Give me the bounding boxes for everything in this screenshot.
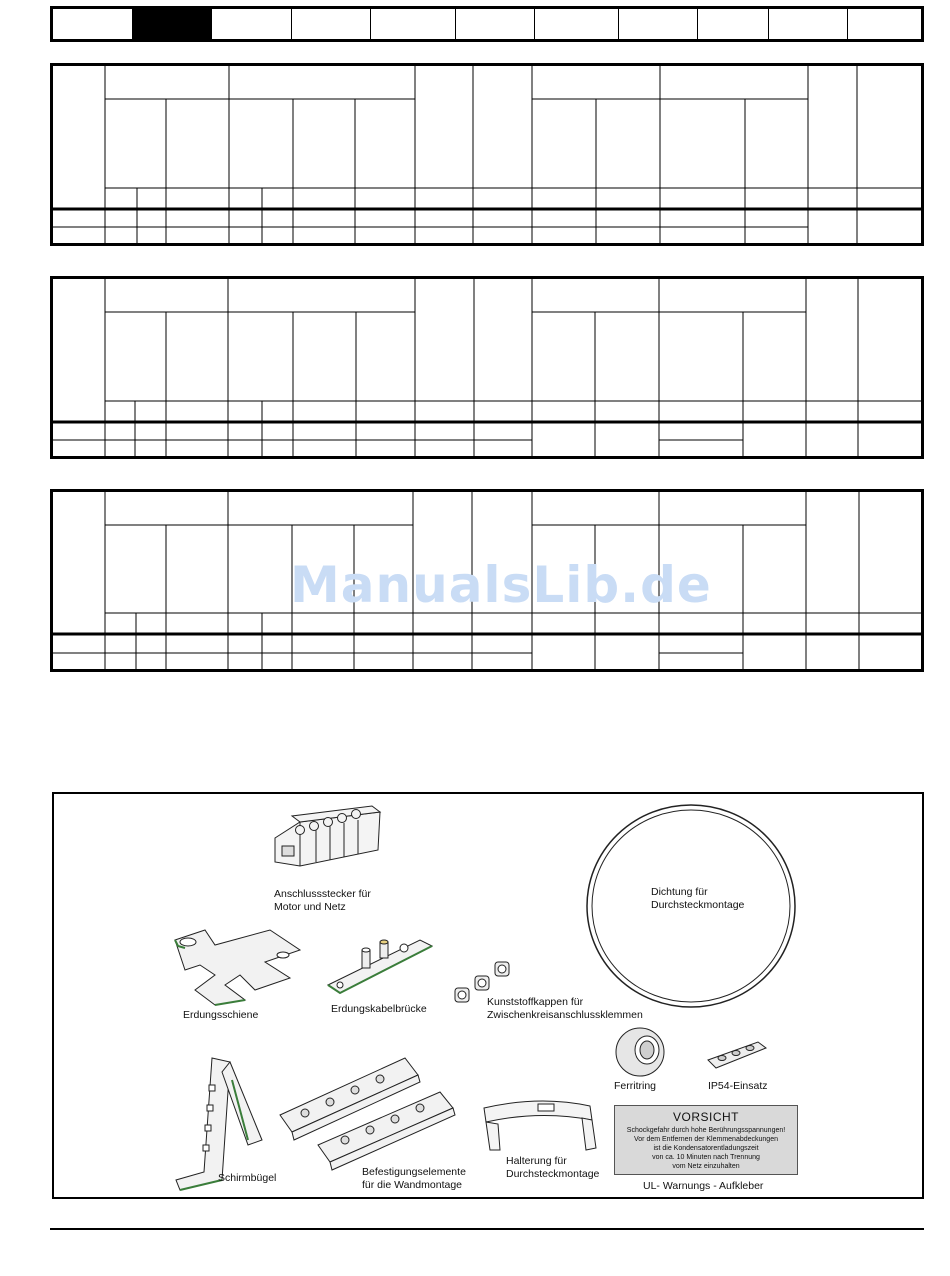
- watermark-text: ManualsLib.de: [290, 556, 712, 614]
- caps-label-line-2: Zwischenkreisanschlussklemmen: [487, 1008, 643, 1021]
- ip54-insert-icon: [708, 1042, 766, 1068]
- warning-body: [615, 1126, 797, 1171]
- wallmount-label-line-1: Befestigungselemente: [362, 1166, 466, 1178]
- wallmount-label-line-2: für die Wandmontage: [362, 1178, 463, 1191]
- connector-label-line-2: Motor und Netz: [274, 900, 346, 913]
- warning-line-2: Vor dem Entfernen der Klemmenabdeckungen: [634, 1136, 778, 1143]
- bracket-label-line-2: Durchsteckmontage: [506, 1167, 600, 1180]
- connector-label-line-1: Anschlussstecker für: [274, 888, 371, 900]
- through-panel-bracket-icon: [484, 1101, 596, 1150]
- ul-warning-sticker: [614, 1105, 798, 1175]
- bracket-label: [506, 1155, 599, 1180]
- ferrite-ring-icon: [616, 1028, 664, 1076]
- ferrite-label: Ferritring: [614, 1080, 657, 1092]
- gasket-label: [651, 886, 744, 911]
- bracket-label-line-1: Halterung für: [506, 1155, 567, 1167]
- earth-bar-icon: [175, 930, 300, 1005]
- earth-cable-bridge-icon: [328, 940, 432, 993]
- terminal-connector-icon: [275, 806, 380, 866]
- ul-label: UL- Warnungs - Aufkleber: [643, 1180, 764, 1192]
- connector-label: [274, 888, 371, 913]
- warning-line-5: vom Netz einzuhalten: [672, 1163, 740, 1170]
- ip54-label: IP54-Einsatz: [708, 1080, 768, 1092]
- wallmount-label: [362, 1166, 466, 1191]
- shield-label: Schirmbügel: [218, 1172, 277, 1184]
- shield-bracket-icon: [176, 1058, 262, 1190]
- warning-line-1: Schockgefahr durch hohe Berührungsspannungen!: [626, 1127, 786, 1134]
- gasket-label-line-1: Dichtung für: [651, 886, 708, 898]
- warning-title: VORSICHT: [672, 1110, 739, 1124]
- earth-bar-label: Erdungsschiene: [183, 1009, 259, 1021]
- caps-label: [487, 996, 643, 1021]
- earth-bridge-label: Erdungskabelbrücke: [331, 1003, 427, 1015]
- gasket-label-line-2: Durchsteckmontage: [651, 898, 745, 911]
- footer-rule: [50, 1228, 924, 1230]
- caps-label-line-1: Kunststoffkappen für: [487, 996, 584, 1008]
- warning-line-4: von ca. 10 Minuten nach Trennung: [652, 1154, 760, 1161]
- warning-line-3: ist die Kondensatorentladungszeit: [653, 1145, 759, 1152]
- wall-mount-plates-icon: [280, 1058, 455, 1170]
